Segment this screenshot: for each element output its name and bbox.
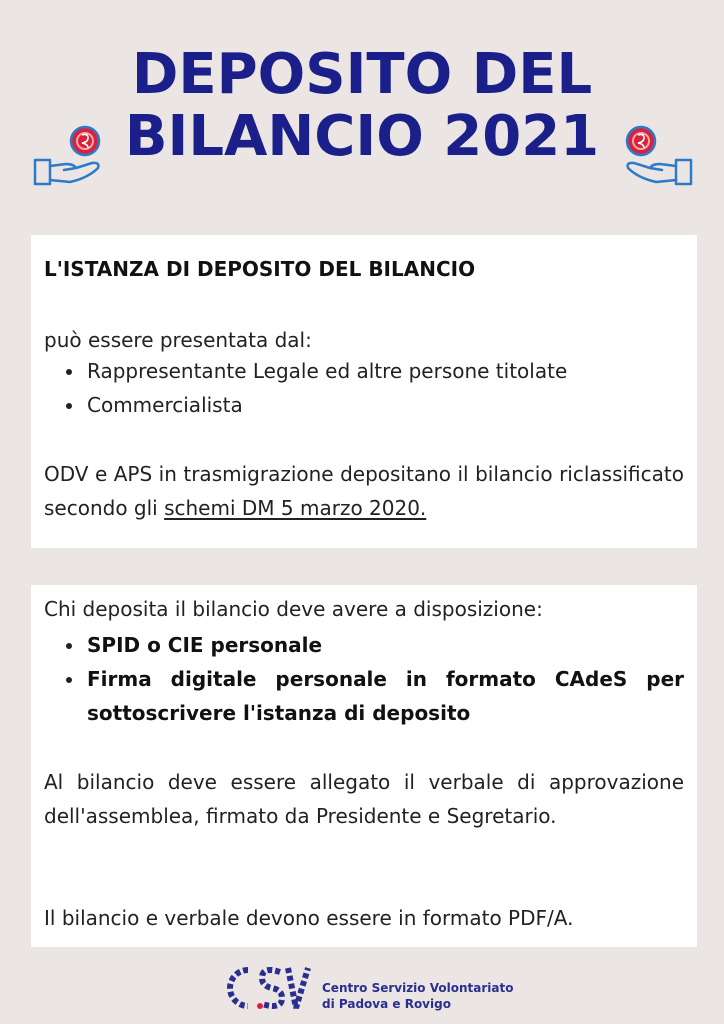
transmigration-note xyxy=(44,457,684,525)
presenters-list xyxy=(44,354,684,422)
list-item: Rappresentante Legale ed altre persone titolate xyxy=(44,354,684,388)
list-item: Commercialista xyxy=(44,388,684,422)
card-heading: L'ISTANZA DI DEPOSITO DEL BILANCIO xyxy=(44,257,476,281)
attachment-note: Al bilancio deve essere allegato il verbale di approvazione dell'assemblea, firmato da Presidente e Segretario. xyxy=(44,770,684,828)
card-intro: può essere presentata dal: xyxy=(44,328,312,352)
requirements-list xyxy=(44,628,684,730)
csv-logo xyxy=(222,962,314,1014)
org-line-1: Centro Servizio Volontariato xyxy=(322,981,514,995)
note-text: ODV e APS in trasmigrazione depositano il bilancio riclassificato secondo gli xyxy=(44,462,684,520)
org-line-2: di Padova e Rovigo xyxy=(322,997,451,1011)
format-note: Il bilancio e verbale devono essere in formato PDF/A. xyxy=(44,906,574,930)
title-line-2: BILANCIO 2021 xyxy=(124,104,600,169)
card-intro: Chi deposita il bilancio deve avere a disposizione: xyxy=(44,597,543,621)
dm-schemes-link[interactable]: schemi DM 5 marzo 2020. xyxy=(164,496,427,520)
list-item: SPID o CIE personale xyxy=(44,628,684,662)
title-line-1: DEPOSITO DEL xyxy=(131,42,593,107)
info-card-requirements xyxy=(31,585,697,947)
organization-name xyxy=(322,980,513,1012)
hand-coin-icon xyxy=(30,118,110,198)
list-item: Firma digitale personale in formato CAdeS per sottoscrivere l'istanza di deposito xyxy=(44,662,684,730)
hand-coin-icon xyxy=(616,118,696,198)
info-card-istanza xyxy=(31,235,697,548)
